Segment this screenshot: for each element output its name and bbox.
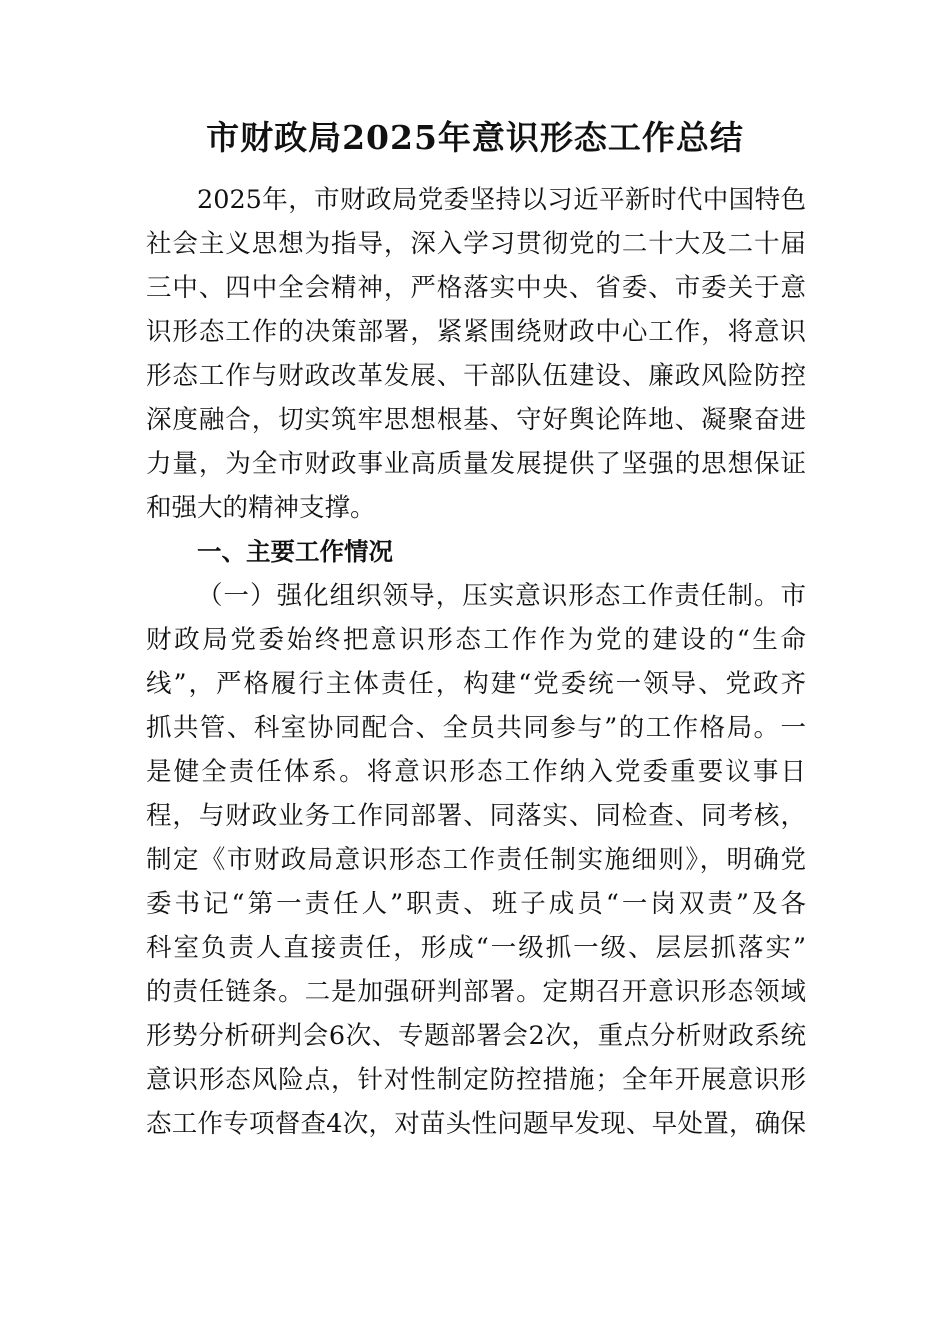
paragraph-line: 2025年，市财政局党委坚持以习近平新时代中国特色 [197, 185, 806, 215]
paragraph-line: 态工作专项督查4次，对苗头性问题早发现、早处置，确保 [146, 1109, 806, 1139]
paragraph-line: 程，与财政业务工作同部署、同落实、同检查、同考核， [146, 801, 806, 831]
paragraph-line: 是健全责任体系。将意识形态工作纳入党委重要议事日 [146, 757, 806, 787]
paragraph-line: 社会主义思想为指导，深入学习贯彻党的二十大及二十届 [146, 229, 806, 259]
paragraph-line: （一）强化组织领导，压实意识形态工作责任制。市 [197, 581, 806, 611]
document-title: 市财政局2025年意识形态工作总结 [206, 118, 744, 157]
paragraph-line: 三中、四中全会精神，严格落实中央、省委、市委关于意 [146, 273, 806, 303]
paragraph-line: 的责任链条。二是加强研判部署。定期召开意识形态领域 [146, 977, 806, 1007]
paragraph-line: 形态工作与财政改革发展、干部队伍建设、廉政风险防控 [146, 361, 806, 391]
paragraph-line: 力量，为全市财政事业高质量发展提供了坚强的思想保证 [146, 449, 806, 479]
paragraph-line: 抓共管、科室协同配合、全员共同参与”的工作格局。一 [146, 713, 806, 743]
paragraph-line: 形势分析研判会6次、专题部署会2次，重点分析财政系统 [146, 1021, 806, 1051]
paragraph-line: 科室负责人直接责任，形成“一级抓一级、层层抓落实” [146, 933, 806, 963]
paragraph-line: 委书记“第一责任人”职责、班子成员“一岗双责”及各 [146, 889, 806, 919]
paragraph-line: 制定《市财政局意识形态工作责任制实施细则》，明确党 [146, 845, 806, 875]
paragraph-line: 和强大的精神支撑。 [146, 493, 376, 523]
paragraph-line: 财政局党委始终把意识形态工作作为党的建设的“生命 [146, 625, 806, 655]
paragraph-line: 深度融合，切实筑牢思想根基、守好舆论阵地、凝聚奋进 [146, 405, 806, 435]
paragraph-line: 线”，严格履行主体责任，构建“党委统一领导、党政齐 [146, 669, 806, 699]
paragraph-line: 识形态工作的决策部署，紧紧围绕财政中心工作，将意识 [146, 317, 806, 347]
paragraph-line: 意识形态风险点，针对性制定防控措施；全年开展意识形 [146, 1065, 806, 1095]
document-body [146, 178, 806, 1146]
section-heading: 一、主要工作情况 [197, 537, 393, 566]
